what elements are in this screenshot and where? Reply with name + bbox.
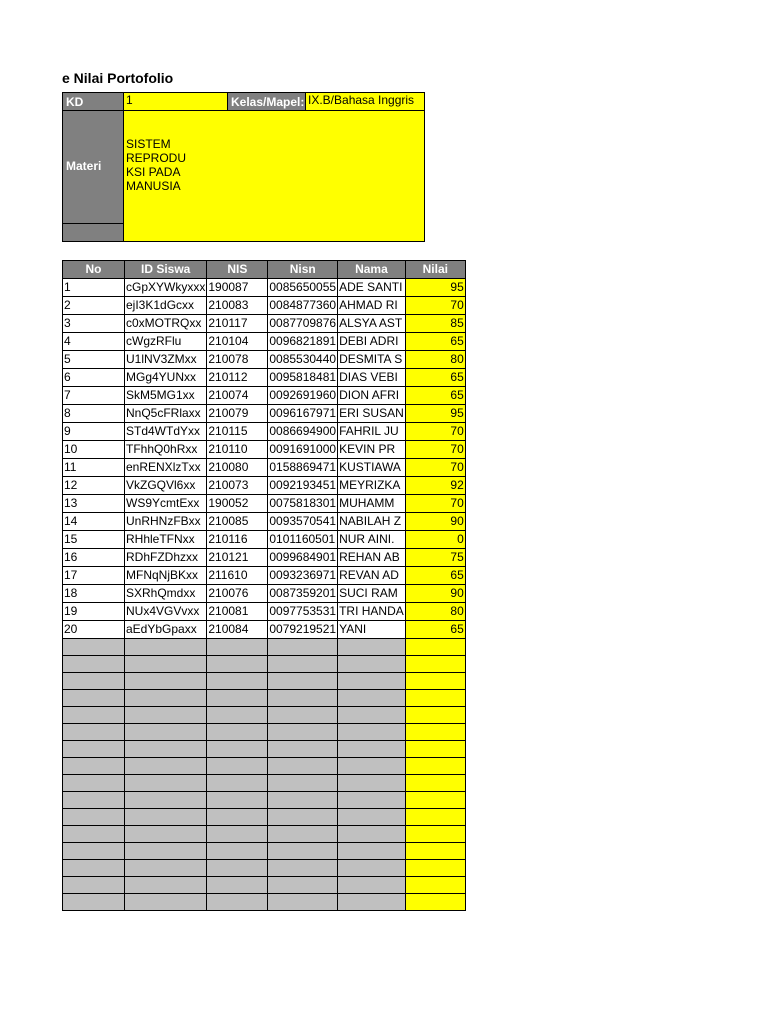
- cell-no[interactable]: [63, 894, 125, 911]
- cell-nilai[interactable]: 65: [405, 621, 465, 639]
- cell-id-siswa[interactable]: cGpXYWkyxxx: [125, 279, 207, 297]
- cell-nis[interactable]: 210076: [207, 585, 268, 603]
- cell-nilai[interactable]: [405, 656, 465, 673]
- cell-nis[interactable]: [207, 826, 268, 843]
- cell-nis[interactable]: [207, 673, 268, 690]
- cell-id-siswa[interactable]: RHhleTFNxx: [125, 531, 207, 549]
- table-row: [63, 549, 466, 567]
- materi-line: SISTEM: [126, 137, 171, 151]
- cell-id-siswa[interactable]: [125, 860, 207, 877]
- cell-no[interactable]: 13: [63, 495, 125, 513]
- cell-nis[interactable]: [207, 775, 268, 792]
- cell-nis[interactable]: 190052: [207, 495, 268, 513]
- cell-no[interactable]: [63, 877, 125, 894]
- cell-id-siswa[interactable]: [125, 673, 207, 690]
- cell-no[interactable]: 11: [63, 459, 125, 477]
- cell-nisn[interactable]: 0092691960: [268, 387, 338, 405]
- cell-id-siswa[interactable]: [125, 707, 207, 724]
- table-row: [63, 459, 466, 477]
- cell-id-siswa[interactable]: VkZGQVl6xx: [125, 477, 207, 495]
- cell-id-siswa[interactable]: UnRHNzFBxx: [125, 513, 207, 531]
- cell-nis[interactable]: 210078: [207, 351, 268, 369]
- cell-nilai[interactable]: [405, 775, 465, 792]
- cell-nama[interactable]: [338, 775, 406, 792]
- cell-no[interactable]: [63, 826, 125, 843]
- cell-nisn[interactable]: [268, 707, 338, 724]
- cell-id-siswa[interactable]: ejI3K1dGcxx: [125, 297, 207, 315]
- cell-nilai[interactable]: 65: [405, 369, 465, 387]
- cell-nis[interactable]: 210081: [207, 603, 268, 621]
- cell-no[interactable]: [63, 741, 125, 758]
- cell-nama[interactable]: REVAN AD: [338, 567, 406, 585]
- cell-id-siswa[interactable]: SXRhQmdxx: [125, 585, 207, 603]
- cell-nisn[interactable]: 0079219521: [268, 621, 338, 639]
- cell-nis[interactable]: 210112: [207, 369, 268, 387]
- col-header-id-siswa: ID Siswa: [125, 261, 207, 279]
- cell-id-siswa[interactable]: [125, 724, 207, 741]
- cell-nilai[interactable]: [405, 843, 465, 860]
- cell-nis[interactable]: [207, 860, 268, 877]
- cell-id-siswa[interactable]: [125, 741, 207, 758]
- table-row: [63, 477, 466, 495]
- cell-nisn[interactable]: 0092193451: [268, 477, 338, 495]
- cell-id-siswa[interactable]: U1lNV3ZMxx: [125, 351, 207, 369]
- cell-nama[interactable]: [338, 792, 406, 809]
- table-row: [63, 423, 466, 441]
- cell-nisn[interactable]: 0093570541: [268, 513, 338, 531]
- cell-nilai[interactable]: 80: [405, 603, 465, 621]
- cell-nama[interactable]: [338, 758, 406, 775]
- table-row: [63, 369, 466, 387]
- cell-nis[interactable]: 210084: [207, 621, 268, 639]
- cell-no[interactable]: 17: [63, 567, 125, 585]
- cell-id-siswa[interactable]: NUx4VGVvxx: [125, 603, 207, 621]
- materi-line: KSI PADA: [126, 165, 181, 179]
- cell-nama[interactable]: NUR AINI.: [338, 531, 406, 549]
- table-row: [63, 441, 466, 459]
- empty-row: [63, 843, 466, 860]
- cell-nama[interactable]: FAHRIL JU: [338, 423, 406, 441]
- cell-nis[interactable]: 190087: [207, 279, 268, 297]
- cell-no[interactable]: 1: [63, 279, 125, 297]
- cell-nis[interactable]: [207, 894, 268, 911]
- cell-nama[interactable]: KEVIN PR: [338, 441, 406, 459]
- empty-row: [63, 792, 466, 809]
- cell-nama[interactable]: [338, 724, 406, 741]
- cell-no[interactable]: 16: [63, 549, 125, 567]
- cell-no[interactable]: 8: [63, 405, 125, 423]
- cell-no[interactable]: [63, 673, 125, 690]
- cell-nis[interactable]: 210080: [207, 459, 268, 477]
- cell-nama[interactable]: [338, 809, 406, 826]
- kd-label: KD: [62, 92, 124, 111]
- cell-id-siswa[interactable]: NnQ5cFRlaxx: [125, 405, 207, 423]
- cell-no[interactable]: [63, 860, 125, 877]
- cell-nisn[interactable]: [268, 877, 338, 894]
- empty-row: [63, 809, 466, 826]
- cell-id-siswa[interactable]: [125, 639, 207, 656]
- cell-nama[interactable]: [338, 707, 406, 724]
- cell-nilai[interactable]: 95: [405, 279, 465, 297]
- cell-nilai[interactable]: [405, 877, 465, 894]
- empty-row: [63, 758, 466, 775]
- materi-label-footer: [62, 223, 124, 242]
- cell-nilai[interactable]: 90: [405, 513, 465, 531]
- cell-nama[interactable]: DESMITA S: [338, 351, 406, 369]
- cell-nilai[interactable]: [405, 758, 465, 775]
- cell-nilai[interactable]: 90: [405, 585, 465, 603]
- empty-row: [63, 656, 466, 673]
- cell-nilai[interactable]: [405, 690, 465, 707]
- materi-line: MANUSIA: [126, 179, 181, 193]
- empty-row: [63, 860, 466, 877]
- cell-no[interactable]: [63, 809, 125, 826]
- cell-nis[interactable]: [207, 690, 268, 707]
- table-body: [63, 279, 466, 911]
- cell-id-siswa[interactable]: [125, 843, 207, 860]
- cell-nisn[interactable]: 0158869471: [268, 459, 338, 477]
- cell-nilai[interactable]: [405, 860, 465, 877]
- cell-nilai[interactable]: [405, 724, 465, 741]
- cell-nama[interactable]: TRI HANDA: [338, 603, 406, 621]
- cell-nisn[interactable]: [268, 656, 338, 673]
- cell-nama[interactable]: [338, 877, 406, 894]
- cell-no[interactable]: 2: [63, 297, 125, 315]
- cell-nisn[interactable]: [268, 758, 338, 775]
- cell-nisn[interactable]: 0085650055: [268, 279, 338, 297]
- kd-value[interactable]: 1: [123, 92, 228, 111]
- table-row: [63, 567, 466, 585]
- cell-id-siswa[interactable]: [125, 758, 207, 775]
- cell-id-siswa[interactable]: [125, 826, 207, 843]
- table-row: [63, 513, 466, 531]
- cell-nilai[interactable]: 75: [405, 549, 465, 567]
- cell-nis[interactable]: [207, 843, 268, 860]
- cell-nisn[interactable]: [268, 894, 338, 911]
- cell-nama[interactable]: SUCI RAM: [338, 585, 406, 603]
- cell-id-siswa[interactable]: [125, 792, 207, 809]
- cell-nama[interactable]: REHAN AB: [338, 549, 406, 567]
- cell-nilai[interactable]: 0: [405, 531, 465, 549]
- cell-nama[interactable]: MEYRIZKA: [338, 477, 406, 495]
- cell-nisn[interactable]: 0087709876: [268, 315, 338, 333]
- cell-id-siswa[interactable]: MGg4YUNxx: [125, 369, 207, 387]
- cell-nis[interactable]: 210115: [207, 423, 268, 441]
- cell-nis[interactable]: [207, 656, 268, 673]
- cell-nisn[interactable]: [268, 843, 338, 860]
- empty-row: [63, 707, 466, 724]
- cell-nisn[interactable]: 0099684901: [268, 549, 338, 567]
- table-row: [63, 279, 466, 297]
- cell-nilai[interactable]: 65: [405, 387, 465, 405]
- cell-nama[interactable]: [338, 639, 406, 656]
- cell-no[interactable]: 6: [63, 369, 125, 387]
- cell-no[interactable]: [63, 690, 125, 707]
- empty-row: [63, 741, 466, 758]
- cell-nis[interactable]: 210085: [207, 513, 268, 531]
- cell-nisn[interactable]: 0091691000: [268, 441, 338, 459]
- cell-nama[interactable]: [338, 843, 406, 860]
- cell-nama[interactable]: [338, 690, 406, 707]
- cell-nilai[interactable]: 70: [405, 297, 465, 315]
- cell-id-siswa[interactable]: enRENXlzTxx: [125, 459, 207, 477]
- cell-id-siswa[interactable]: WS9YcmtExx: [125, 495, 207, 513]
- empty-row: [63, 877, 466, 894]
- cell-nilai[interactable]: [405, 826, 465, 843]
- cell-nis[interactable]: [207, 758, 268, 775]
- cell-nisn[interactable]: 0084877360: [268, 297, 338, 315]
- cell-nisn[interactable]: 0101160501: [268, 531, 338, 549]
- col-header-nama: Nama: [338, 261, 406, 279]
- cell-nama[interactable]: [338, 741, 406, 758]
- cell-nama[interactable]: [338, 894, 406, 911]
- cell-no[interactable]: 10: [63, 441, 125, 459]
- table-row: [63, 621, 466, 639]
- cell-no[interactable]: [63, 775, 125, 792]
- cell-nisn[interactable]: [268, 724, 338, 741]
- table-row: [63, 351, 466, 369]
- cell-no[interactable]: 3: [63, 315, 125, 333]
- col-header-nilai: Nilai: [405, 261, 465, 279]
- grades-table: [62, 260, 466, 911]
- materi-line: REPRODU: [126, 151, 187, 165]
- cell-nama[interactable]: [338, 673, 406, 690]
- empty-row: [63, 826, 466, 843]
- empty-row: [63, 775, 466, 792]
- cell-nama[interactable]: DEBI ADRI: [338, 333, 406, 351]
- cell-nilai[interactable]: [405, 741, 465, 758]
- cell-nisn[interactable]: [268, 792, 338, 809]
- cell-no[interactable]: 4: [63, 333, 125, 351]
- cell-id-siswa[interactable]: [125, 809, 207, 826]
- table-row: [63, 603, 466, 621]
- cell-nilai[interactable]: 70: [405, 495, 465, 513]
- materi-label: Materi: [62, 110, 124, 224]
- cell-nama[interactable]: ERI SUSAN: [338, 405, 406, 423]
- cell-nis[interactable]: [207, 639, 268, 656]
- cell-id-siswa[interactable]: aEdYbGpaxx: [125, 621, 207, 639]
- cell-nisn[interactable]: 0096167971: [268, 405, 338, 423]
- cell-nis[interactable]: 210117: [207, 315, 268, 333]
- cell-nis[interactable]: [207, 707, 268, 724]
- table-row: [63, 315, 466, 333]
- cell-id-siswa[interactable]: STd4WTdYxx: [125, 423, 207, 441]
- cell-no[interactable]: [63, 792, 125, 809]
- cell-nisn[interactable]: 0095818481: [268, 369, 338, 387]
- empty-row: [63, 894, 466, 911]
- cell-nisn[interactable]: 0097753531: [268, 603, 338, 621]
- cell-nisn[interactable]: 0096821891: [268, 333, 338, 351]
- cell-nisn[interactable]: [268, 809, 338, 826]
- kelas-value[interactable]: IX.B/Bahasa Inggris: [305, 92, 425, 111]
- empty-row: [63, 690, 466, 707]
- cell-nama[interactable]: MUHAMM: [338, 495, 406, 513]
- cell-nis[interactable]: 210104: [207, 333, 268, 351]
- cell-no[interactable]: 20: [63, 621, 125, 639]
- cell-no[interactable]: [63, 656, 125, 673]
- cell-no[interactable]: [63, 758, 125, 775]
- cell-nis[interactable]: 211610: [207, 567, 268, 585]
- cell-nisn[interactable]: [268, 826, 338, 843]
- cell-nilai[interactable]: [405, 673, 465, 690]
- cell-nis[interactable]: [207, 741, 268, 758]
- cell-no[interactable]: 7: [63, 387, 125, 405]
- cell-nilai[interactable]: 80: [405, 351, 465, 369]
- cell-nilai[interactable]: 95: [405, 405, 465, 423]
- cell-id-siswa[interactable]: c0xMOTRQxx: [125, 315, 207, 333]
- sheet-title: e Nilai Portofolio: [62, 70, 174, 86]
- cell-nilai[interactable]: 85: [405, 315, 465, 333]
- cell-nilai[interactable]: 65: [405, 333, 465, 351]
- cell-nis[interactable]: 210074: [207, 387, 268, 405]
- table-row: [63, 387, 466, 405]
- table-row: [63, 405, 466, 423]
- cell-nilai[interactable]: 70: [405, 459, 465, 477]
- table-row: [63, 531, 466, 549]
- cell-nilai[interactable]: 70: [405, 423, 465, 441]
- cell-nama[interactable]: YANI: [338, 621, 406, 639]
- cell-nis[interactable]: 210073: [207, 477, 268, 495]
- cell-nisn[interactable]: [268, 741, 338, 758]
- empty-row: [63, 639, 466, 656]
- cell-id-siswa[interactable]: MFNqNjBKxx: [125, 567, 207, 585]
- cell-nama[interactable]: [338, 826, 406, 843]
- kelas-label: Kelas/Mapel:: [227, 92, 306, 111]
- cell-nilai[interactable]: [405, 707, 465, 724]
- cell-id-siswa[interactable]: [125, 877, 207, 894]
- col-header-nis: NIS: [207, 261, 268, 279]
- empty-row: [63, 673, 466, 690]
- cell-nisn[interactable]: 0093236971: [268, 567, 338, 585]
- cell-nama[interactable]: DION AFRI: [338, 387, 406, 405]
- empty-row: [63, 724, 466, 741]
- cell-no[interactable]: 5: [63, 351, 125, 369]
- cell-nis[interactable]: [207, 809, 268, 826]
- cell-nama[interactable]: KUSTIAWA: [338, 459, 406, 477]
- cell-id-siswa[interactable]: [125, 690, 207, 707]
- cell-nis[interactable]: 210083: [207, 297, 268, 315]
- cell-nisn[interactable]: 0087359201: [268, 585, 338, 603]
- cell-nis[interactable]: [207, 877, 268, 894]
- cell-nilai[interactable]: [405, 639, 465, 656]
- cell-nama[interactable]: DIAS VEBI: [338, 369, 406, 387]
- cell-no[interactable]: [63, 707, 125, 724]
- table-row: [63, 333, 466, 351]
- cell-nis[interactable]: [207, 792, 268, 809]
- cell-nilai[interactable]: [405, 894, 465, 911]
- col-header-no: No: [63, 261, 125, 279]
- cell-nama[interactable]: ADE SANTI: [338, 279, 406, 297]
- cell-nisn[interactable]: [268, 690, 338, 707]
- cell-id-siswa[interactable]: [125, 894, 207, 911]
- col-header-nisn: Nisn: [268, 261, 338, 279]
- cell-id-siswa[interactable]: RDhFZDhzxx: [125, 549, 207, 567]
- cell-no[interactable]: [63, 724, 125, 741]
- cell-nilai[interactable]: 65: [405, 567, 465, 585]
- table-row: [63, 297, 466, 315]
- cell-nisn[interactable]: [268, 860, 338, 877]
- cell-nilai[interactable]: 92: [405, 477, 465, 495]
- cell-nama[interactable]: NABILAH Z: [338, 513, 406, 531]
- cell-nis[interactable]: [207, 724, 268, 741]
- cell-nis[interactable]: 210121: [207, 549, 268, 567]
- table-header-row: [63, 261, 466, 279]
- table-row: [63, 495, 466, 513]
- cell-no[interactable]: 19: [63, 603, 125, 621]
- cell-id-siswa[interactable]: SkM5MG1xx: [125, 387, 207, 405]
- cell-nis[interactable]: 210079: [207, 405, 268, 423]
- cell-no[interactable]: 15: [63, 531, 125, 549]
- cell-nis[interactable]: 210110: [207, 441, 268, 459]
- cell-nilai[interactable]: 70: [405, 441, 465, 459]
- materi-value[interactable]: [123, 110, 425, 242]
- cell-no[interactable]: 12: [63, 477, 125, 495]
- cell-id-siswa[interactable]: [125, 775, 207, 792]
- cell-nisn[interactable]: [268, 639, 338, 656]
- header-block: [62, 92, 425, 242]
- table-row: [63, 585, 466, 603]
- cell-no[interactable]: [63, 843, 125, 860]
- cell-nis[interactable]: 210116: [207, 531, 268, 549]
- cell-no[interactable]: 9: [63, 423, 125, 441]
- cell-id-siswa[interactable]: [125, 656, 207, 673]
- cell-nama[interactable]: AHMAD RI: [338, 297, 406, 315]
- cell-nisn[interactable]: [268, 775, 338, 792]
- cell-nisn[interactable]: 0075818301: [268, 495, 338, 513]
- cell-nisn[interactable]: [268, 673, 338, 690]
- cell-no[interactable]: 14: [63, 513, 125, 531]
- cell-nama[interactable]: ALSYA AST: [338, 315, 406, 333]
- cell-nisn[interactable]: 0086694900: [268, 423, 338, 441]
- cell-nilai[interactable]: [405, 792, 465, 809]
- cell-id-siswa[interactable]: TFhhQ0hRxx: [125, 441, 207, 459]
- cell-nama[interactable]: [338, 656, 406, 673]
- cell-no[interactable]: [63, 639, 125, 656]
- cell-nama[interactable]: [338, 860, 406, 877]
- cell-nilai[interactable]: [405, 809, 465, 826]
- cell-nisn[interactable]: 0085530440: [268, 351, 338, 369]
- cell-id-siswa[interactable]: cWgzRFlu: [125, 333, 207, 351]
- cell-no[interactable]: 18: [63, 585, 125, 603]
